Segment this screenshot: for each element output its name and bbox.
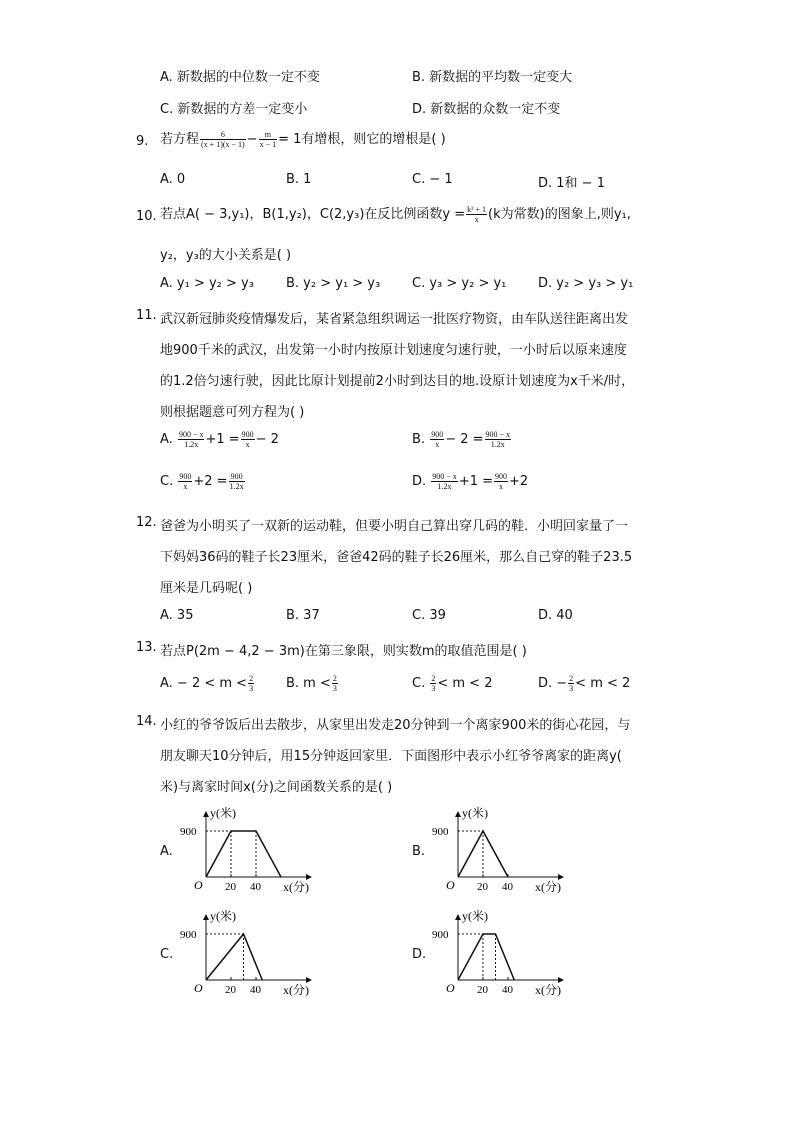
q11-d-frac2: [494, 472, 508, 491]
frac-den: 3: [569, 684, 574, 693]
q9-frac1-num: 6: [220, 130, 225, 139]
q12-line2: 下妈妈36码的鞋子长23厘米，爸爸42码的鞋子长26厘米，那么自己穿的鞋子23.5: [160, 550, 633, 565]
q10-line1a: 若点A( − 3,y₁)，B(1,y₂)，C(2,y₃)在反比例函数y =: [160, 207, 466, 222]
q10-option-a[interactable]: A. y₁ > y₂ > y₃: [160, 276, 254, 291]
q11-d-label: D.: [412, 474, 427, 489]
q11-line1: 武汉新冠肺炎疫情爆发后，某省紧急组织调运一批医疗物资，由车队送往距离出发: [160, 312, 629, 327]
q9-fraction-2: [259, 130, 278, 149]
q11-d-mid: +1 =: [458, 474, 494, 489]
q9-option-d[interactable]: D. 1和 − 1: [538, 176, 605, 191]
x-axis-label: x(分): [283, 983, 309, 997]
x-tick-label: 20: [225, 984, 236, 996]
q9-frac2-num: m: [264, 130, 271, 139]
q9-stem: [160, 128, 446, 149]
graph-option-d[interactable]: [430, 906, 590, 998]
x-axis-label: x(分): [283, 880, 309, 894]
q13-number: 13.: [136, 640, 157, 655]
x-axis-label: x(分): [535, 880, 561, 894]
q9-frac2-den: x − 1: [259, 140, 277, 149]
q11-line3: 的1.2倍匀速行驶，因此比原计划提前2小时到达目的地.设原计划速度为x千米/时，: [160, 374, 635, 389]
graph-option-c[interactable]: [178, 906, 338, 998]
q11-b-frac2: [485, 430, 512, 449]
origin-label: O: [194, 981, 203, 995]
q11-d-end: +2: [509, 474, 529, 489]
q12-line1: 爸爸为小明买了一双新的运动鞋，但要小明自己算出穿几码的鞋．小明回家量了一: [160, 519, 629, 534]
q13-d-post: < m < 2: [575, 676, 631, 691]
q13-c-post: < m < 2: [437, 676, 493, 691]
q10-option-b[interactable]: B. y₂ > y₁ > y₃: [286, 276, 381, 291]
q9-prefix: 若方程: [160, 132, 200, 147]
frac-num: 900: [230, 472, 243, 481]
frac-num: 900 − x: [485, 430, 511, 439]
q11-a-frac2: [241, 430, 255, 449]
y-axis-arrow: [203, 914, 209, 920]
frac-den: 3: [332, 684, 337, 693]
graph-option-b[interactable]: [430, 803, 590, 895]
q10-line2: y₂，y₃的大小关系是( ): [160, 248, 292, 263]
q12-option-b[interactable]: B. 37: [286, 608, 320, 623]
frac-num: 900 − x: [432, 472, 457, 481]
q9-minus: −: [246, 132, 258, 147]
q12-option-c[interactable]: C. 39: [412, 608, 446, 623]
q11-c-frac2: [229, 472, 245, 491]
x-tick-label: 40: [502, 881, 513, 893]
y-axis-label: y(米): [462, 909, 488, 923]
x-tick-label: 40: [502, 984, 513, 996]
frac-num: 2: [431, 674, 436, 683]
q11-option-c[interactable]: [160, 472, 246, 491]
q8-option-b[interactable]: B. 新数据的平均数一定变大: [412, 70, 573, 85]
y-axis-label: y(米): [462, 806, 488, 820]
q10-frac-num: k² + 1: [467, 205, 487, 214]
q14-option-c-label[interactable]: C.: [160, 947, 174, 962]
y-tick-label: 900: [432, 929, 449, 941]
frac-num: 900 − x: [178, 430, 204, 439]
q14-number: 14.: [136, 714, 157, 729]
x-tick-label: 20: [477, 984, 488, 996]
q14-option-d-label[interactable]: D.: [412, 947, 427, 962]
q10-option-d[interactable]: D. y₂ > y₃ > y₁: [538, 276, 634, 291]
q14-line1: 小红的爷爷饭后出去散步，从家里出发走20分钟到一个离家900米的街心花园，与: [160, 718, 631, 733]
q11-option-b[interactable]: [412, 430, 512, 449]
q13-b-pre: B. m <: [286, 676, 331, 691]
q13-stem: 若点P(2m − 4,2 − 3m)在第三象限，则实数m的取值范围是( ): [160, 644, 527, 659]
frac-den: 3: [431, 684, 436, 693]
q9-option-c[interactable]: C. − 1: [412, 172, 453, 187]
frac-num: 900: [179, 472, 192, 481]
graph-option-a[interactable]: [178, 803, 338, 895]
q10-number: 10.: [136, 209, 157, 224]
q9-fraction-1: [200, 130, 246, 149]
frac-num: 900: [431, 430, 444, 439]
y-axis-arrow: [203, 811, 209, 817]
q14-option-b-label[interactable]: B.: [412, 844, 426, 859]
q11-b-mid: − 2 =: [445, 432, 484, 447]
q11-c-mid: +2 =: [193, 474, 228, 489]
frac-den: 1.2x: [431, 481, 458, 491]
q9-number: 9.: [136, 134, 149, 149]
q13-option-d[interactable]: [538, 674, 630, 693]
y-tick-label: 900: [180, 826, 197, 838]
q9-option-a[interactable]: A. 0: [160, 172, 186, 187]
origin-label: O: [446, 878, 455, 892]
x-axis-label: x(分): [535, 983, 561, 997]
q9-option-b[interactable]: B. 1: [286, 172, 312, 187]
q10-fraction: [466, 205, 487, 224]
q10-line1b: (k为常数)的图象上,则y₁,: [488, 207, 631, 222]
origin-label: O: [194, 878, 203, 892]
q11-a-end: − 2: [255, 432, 279, 447]
q11-a-label: A.: [160, 432, 173, 447]
x-tick-label: 20: [477, 881, 488, 893]
q11-option-a[interactable]: [160, 430, 279, 449]
q11-b-frac1: [430, 430, 444, 449]
q8-option-a[interactable]: A. 新数据的中位数一定不变: [160, 70, 320, 85]
frac-num: 900: [241, 430, 254, 439]
frac-den: 1.2x: [178, 439, 205, 449]
y-tick-label: 900: [432, 826, 449, 838]
y-tick-label: 900: [180, 929, 197, 941]
q12-option-a[interactable]: A. 35: [160, 608, 194, 623]
q13-a-pre: A. − 2 < m <: [160, 676, 248, 691]
q11-line4: 则根据题意可列方程为( ): [160, 405, 305, 420]
series-line: [206, 831, 281, 877]
q12-number: 12.: [136, 515, 157, 530]
frac-den: x: [430, 439, 444, 449]
q11-number: 11.: [136, 308, 157, 323]
q11-b-label: B.: [412, 432, 426, 447]
series-line: [458, 934, 514, 980]
frac-den: x: [241, 439, 255, 449]
q12-line3: 厘米是几码呢( ): [160, 581, 253, 596]
q11-line2: 地900千米的武汉，出发第一小时内按原计划速度匀速行驶，一小时后以原来速度: [160, 343, 627, 358]
q13-c-pre: C.: [412, 676, 426, 691]
q10-line1: [160, 203, 631, 224]
q13-d-pre: D. −: [538, 676, 568, 691]
q11-a-mid: +1 =: [205, 432, 240, 447]
frac-den: x: [494, 481, 508, 491]
q14-option-a-label[interactable]: A.: [160, 844, 173, 859]
frac-num: 2: [569, 674, 574, 683]
q8-option-c[interactable]: C. 新数据的方差一定变小: [160, 102, 308, 117]
frac-den: 1.2x: [229, 482, 244, 491]
q8-option-d[interactable]: D. 新数据的众数一定不变: [412, 102, 561, 117]
origin-label: O: [446, 981, 455, 995]
q13-option-b[interactable]: [286, 674, 339, 693]
q13-c-frac: [430, 674, 436, 693]
q13-d-frac: [568, 674, 574, 693]
q14-line2: 朋友聊天10分钟后，用15分钟返回家里．下面图形中表示小红爷爷离家的距离y(: [160, 749, 622, 764]
series-line: [206, 934, 262, 980]
q10-option-c[interactable]: C. y₃ > y₂ > y₁: [412, 276, 507, 291]
q13-option-a[interactable]: [160, 674, 255, 693]
q13-option-c[interactable]: [412, 674, 492, 693]
q14-line3: 米)与离家时间x(分)之间函数关系的是( ): [160, 780, 393, 795]
q9-frac1-den: (x + 1)(x − 1): [201, 140, 245, 149]
q11-option-d[interactable]: [412, 472, 528, 491]
y-axis-arrow: [455, 914, 461, 920]
q11-d-frac1: [431, 472, 458, 491]
q13-a-frac: [248, 674, 254, 693]
frac-num: 2: [249, 674, 254, 683]
q11-c-label: C.: [160, 474, 174, 489]
series-line: [458, 831, 508, 877]
frac-num: 900: [495, 472, 508, 481]
q13-b-frac: [332, 674, 338, 693]
x-tick-label: 40: [250, 881, 261, 893]
frac-den: x: [178, 481, 192, 491]
frac-den: 3: [249, 684, 254, 693]
q10-frac-den: x: [466, 214, 487, 224]
frac-den: 1.2x: [485, 439, 512, 449]
y-axis-label: y(米): [210, 909, 236, 923]
q9-eq: = 1有增根，则它的增根是( ): [278, 132, 446, 147]
q11-a-frac1: [178, 430, 205, 449]
x-tick-label: 20: [225, 881, 236, 893]
x-tick-label: 40: [250, 984, 261, 996]
q11-c-frac1: [178, 472, 192, 491]
y-axis-label: y(米): [210, 806, 236, 820]
y-axis-arrow: [455, 811, 461, 817]
q12-option-d[interactable]: D. 40: [538, 608, 573, 623]
frac-num: 2: [332, 674, 337, 683]
